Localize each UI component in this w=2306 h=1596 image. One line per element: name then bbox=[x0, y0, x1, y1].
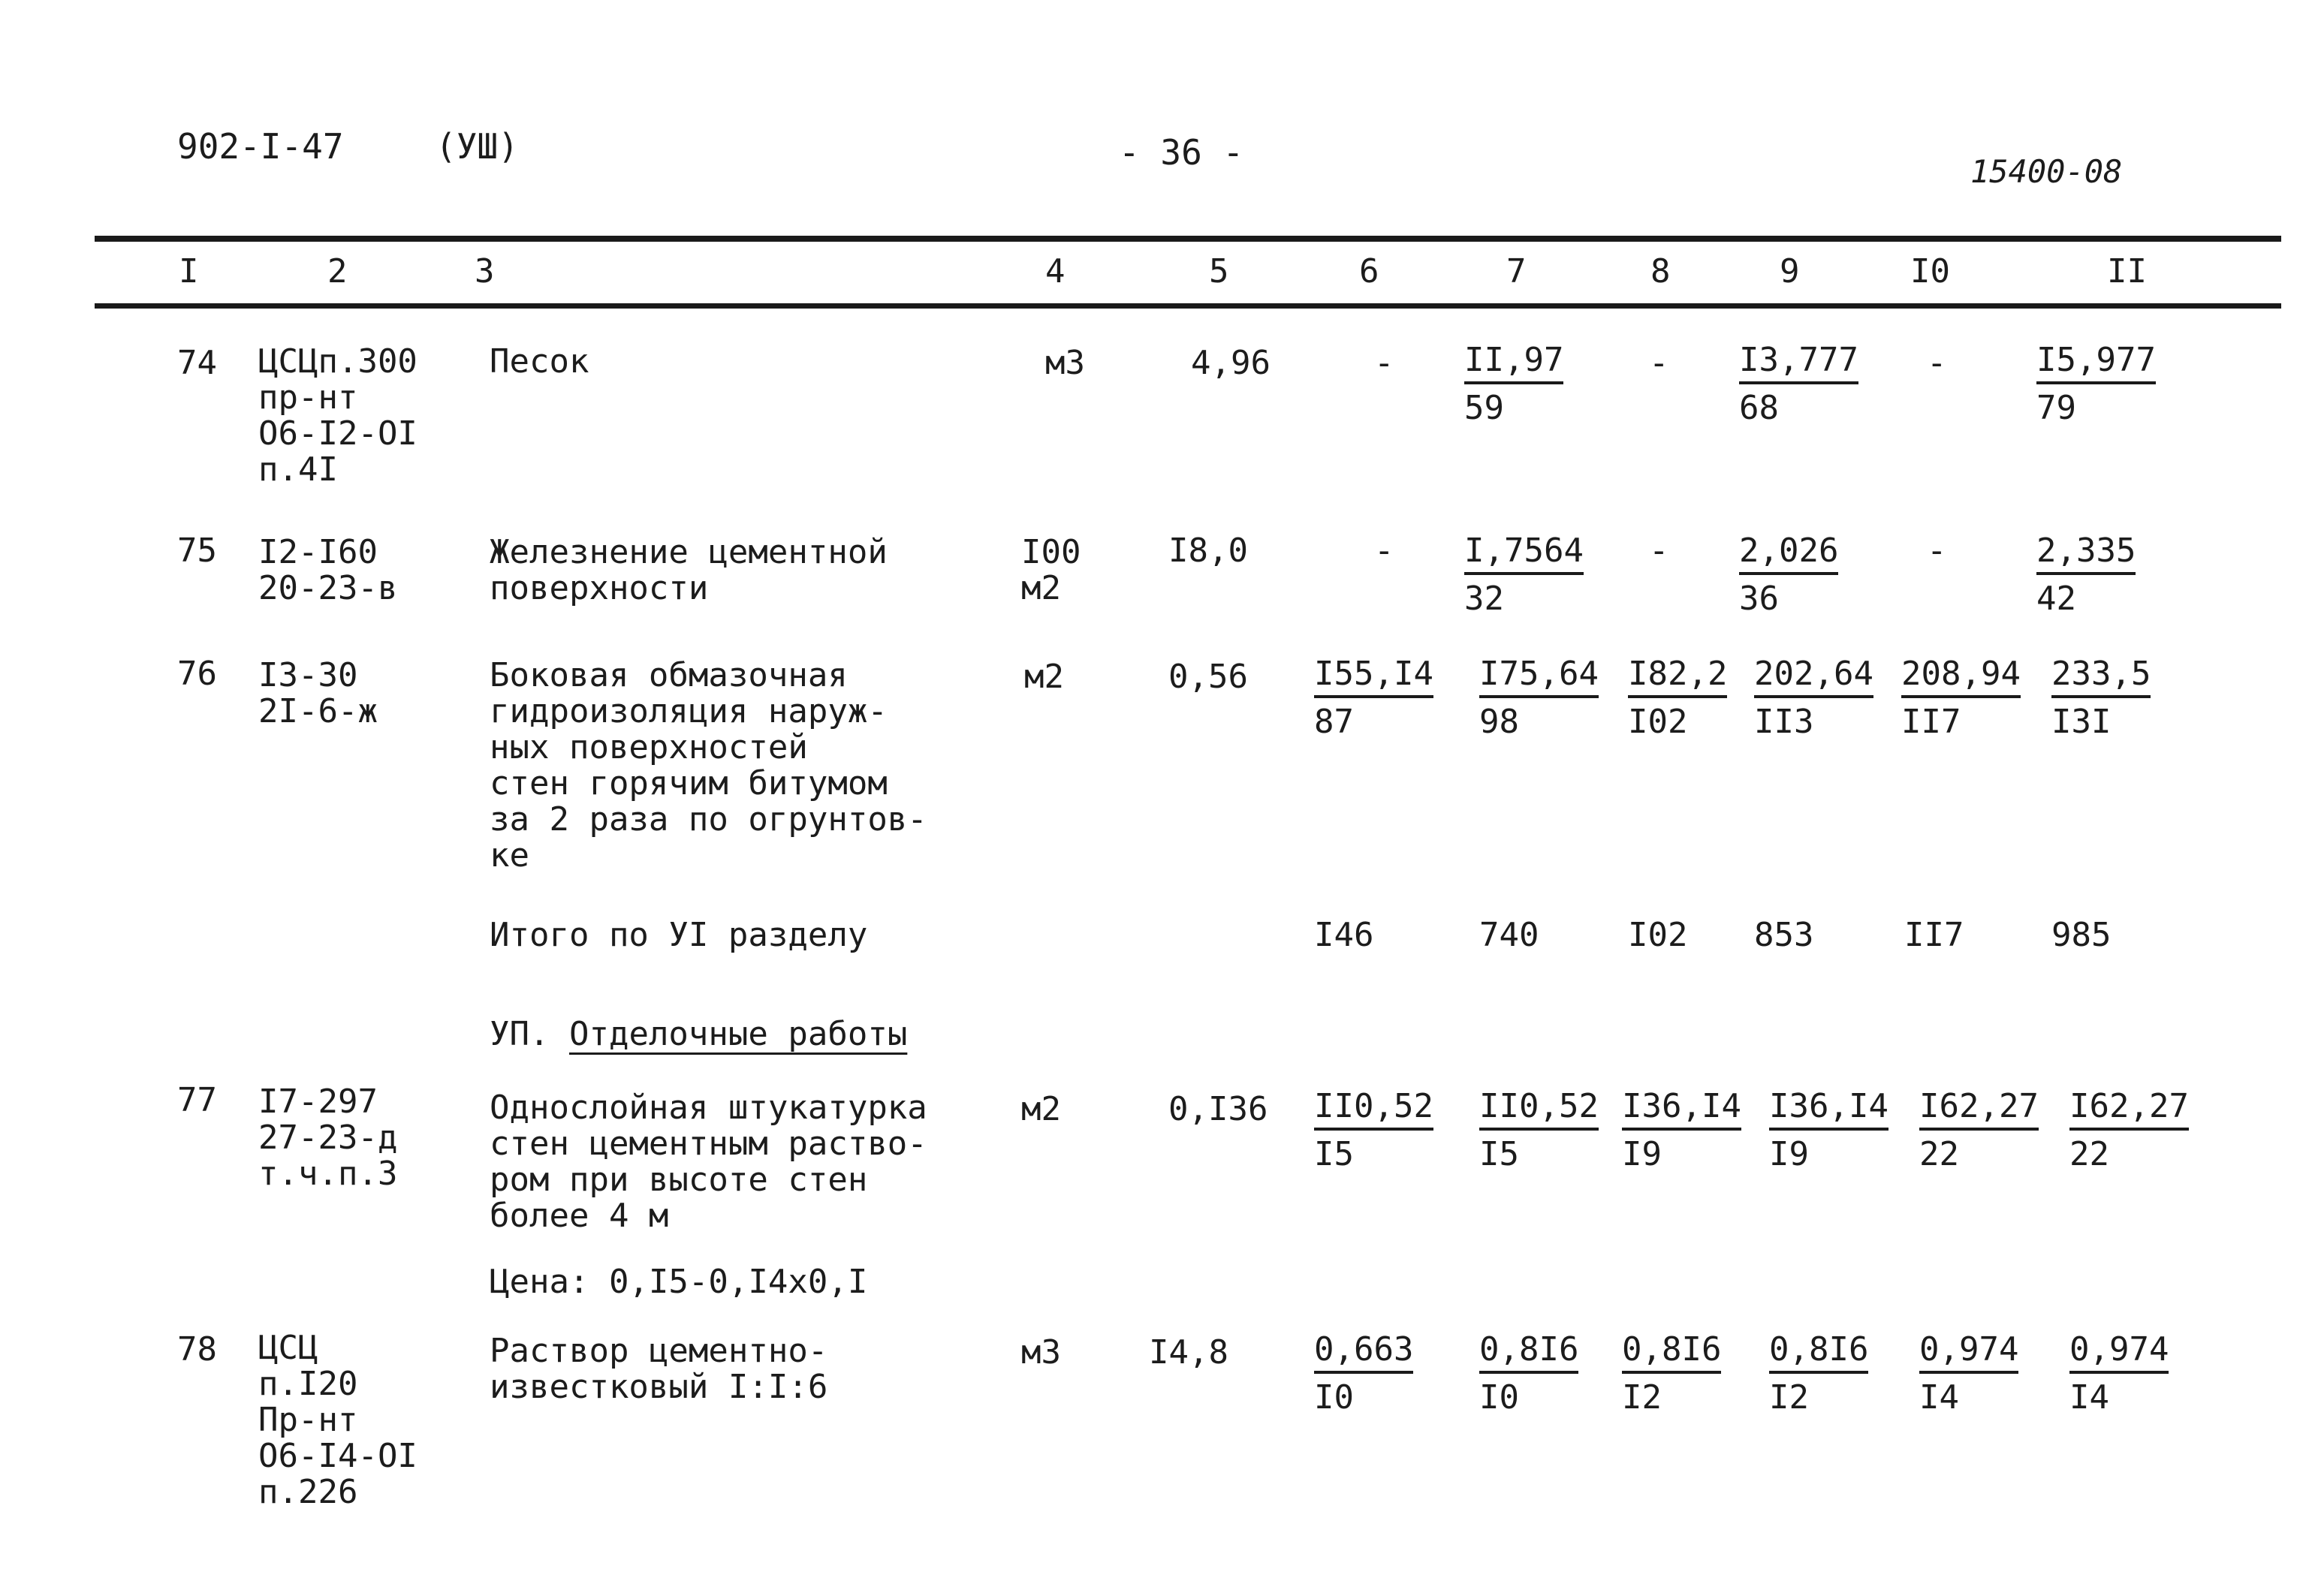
total-col10: II7 bbox=[1904, 916, 1964, 954]
cell-col7: $\frac{I75,64}{98}$ bbox=[1479, 655, 1599, 741]
row-unit: м3 bbox=[1045, 344, 1085, 382]
col-header-7: 7 bbox=[1506, 252, 1527, 291]
cell-col6: $\frac{I55,I4}{87}$ bbox=[1314, 655, 1433, 741]
cell-col7: $\frac{II0,52}{I5}$ bbox=[1479, 1087, 1599, 1173]
cell-col9: $\frac{I3,777}{68}$ bbox=[1739, 341, 1858, 427]
row-code: I2-I60 20-23-в bbox=[258, 533, 398, 607]
cell-col10: $\frac{0,974}{I4}$ bbox=[1919, 1330, 2019, 1417]
total-col6: I46 bbox=[1314, 916, 1374, 954]
section-heading bbox=[490, 1015, 908, 1053]
cell-col8: $\frac{I36,I4}{I9}$ bbox=[1622, 1087, 1741, 1173]
cell-col8: $\frac{I82,2}{I02}$ bbox=[1628, 655, 1728, 741]
cell-col10: - bbox=[1927, 531, 1947, 570]
cell-col6: - bbox=[1374, 344, 1394, 382]
cell-col8: $\frac{0,8I6}{I2}$ bbox=[1622, 1330, 1722, 1417]
total-col7: 740 bbox=[1479, 916, 1539, 954]
document-stamp: 15400-08 bbox=[1970, 153, 2123, 190]
row-description: Раствор цементно- известковый I:I:6 bbox=[490, 1332, 828, 1406]
table-header-rule bbox=[95, 303, 2281, 309]
row-quantity: I4,8 bbox=[1149, 1333, 1228, 1372]
col-header-5: 5 bbox=[1209, 252, 1229, 291]
row-description: Песок bbox=[490, 342, 589, 381]
page-number: - 36 - bbox=[1119, 132, 1244, 173]
table-top-rule bbox=[95, 236, 2281, 242]
cell-col9: $\frac{202,64}{II3}$ bbox=[1754, 655, 1873, 741]
cell-col11: $\frac{I5,977}{79}$ bbox=[2036, 341, 2156, 427]
total-col8: I02 bbox=[1628, 916, 1688, 954]
section-title: Отделочные работы bbox=[568, 1015, 908, 1053]
row-number: 77 bbox=[177, 1081, 217, 1119]
price-formula: Цена: 0,I5-0,I4х0,I bbox=[490, 1263, 868, 1301]
col-header-4: 4 bbox=[1045, 252, 1066, 291]
col-header-6: 6 bbox=[1359, 252, 1379, 291]
col-header-10: I0 bbox=[1910, 252, 1950, 291]
row-quantity: I8,0 bbox=[1168, 531, 1248, 570]
row-unit: м3 bbox=[1021, 1333, 1061, 1372]
col-header-2: 2 bbox=[327, 252, 348, 291]
cell-col10: - bbox=[1927, 344, 1947, 382]
row-code: ЦСЦп.300 пр-нт О6-I2-OI п.4I bbox=[258, 342, 417, 489]
cell-col9: $\frac{2,026}{36}$ bbox=[1739, 531, 1839, 618]
col-header-1: I bbox=[179, 252, 199, 291]
row-quantity: 0,I36 bbox=[1168, 1090, 1268, 1128]
row-description: Однослойная штукатурка стен цементным раство- ром при высоте стен более 4 м bbox=[490, 1089, 927, 1235]
cell-col11: $\frac{0,974}{I4}$ bbox=[2069, 1330, 2169, 1417]
total-col11: 985 bbox=[2051, 916, 2112, 954]
doc-code: 902-I-47 bbox=[177, 126, 344, 167]
col-header-11: II bbox=[2107, 252, 2147, 291]
section-number: УП. bbox=[490, 1015, 550, 1053]
row-unit: I00 м2 bbox=[1021, 533, 1081, 607]
row-number: 75 bbox=[177, 531, 217, 570]
total-label: Итого по УI разделу bbox=[490, 916, 868, 954]
total-col9: 853 bbox=[1754, 916, 1814, 954]
cell-col6: $\frac{II0,52}{I5}$ bbox=[1314, 1087, 1433, 1173]
row-number: 76 bbox=[177, 655, 217, 693]
col-header-3: 3 bbox=[475, 252, 495, 291]
cell-col8: - bbox=[1649, 344, 1669, 382]
row-quantity: 4,96 bbox=[1191, 344, 1271, 382]
cell-col6: $\frac{0,663}{I0}$ bbox=[1314, 1330, 1414, 1417]
cell-col7: $\frac{II,97}{59}$ bbox=[1464, 341, 1564, 427]
cell-col7: $\frac{I,7564}{32}$ bbox=[1464, 531, 1584, 618]
row-number: 78 bbox=[177, 1330, 217, 1369]
row-code: I7-297 27-23-д т.ч.п.3 bbox=[258, 1083, 398, 1193]
cell-col11: $\frac{233,5}{I3I}$ bbox=[2051, 655, 2151, 741]
section-code: (УШ) bbox=[436, 126, 519, 167]
col-header-8: 8 bbox=[1650, 252, 1671, 291]
row-quantity: 0,56 bbox=[1168, 658, 1248, 696]
row-code: I3-30 2I-6-ж bbox=[258, 656, 378, 730]
cell-col11: $\frac{I62,27}{22}$ bbox=[2069, 1087, 2189, 1173]
cell-col7: $\frac{0,8I6}{I0}$ bbox=[1479, 1330, 1579, 1417]
row-unit: м2 bbox=[1024, 658, 1064, 696]
row-description: Железнение цементной поверхности bbox=[490, 533, 888, 607]
row-code: ЦСЦ п.I20 Пр-нт О6-I4-OI п.226 bbox=[258, 1329, 417, 1511]
row-unit: м2 bbox=[1021, 1090, 1061, 1128]
row-description: Боковая обмазочная гидроизоляция наруж- ных поверхностей стен горячим битумом за 2 раза по огрунтов- ке bbox=[490, 656, 927, 875]
cell-col11: $\frac{2,335}{42}$ bbox=[2036, 531, 2136, 618]
cell-col8: - bbox=[1649, 531, 1669, 570]
cell-col6: - bbox=[1374, 531, 1394, 570]
cell-col10: $\frac{208,94}{II7}$ bbox=[1901, 655, 2021, 741]
col-header-9: 9 bbox=[1780, 252, 1800, 291]
cell-col10: $\frac{I62,27}{22}$ bbox=[1919, 1087, 2039, 1173]
cell-col9: $\frac{0,8I6}{I2}$ bbox=[1769, 1330, 1869, 1417]
row-number: 74 bbox=[177, 344, 217, 382]
cell-col9: $\frac{I36,I4}{I9}$ bbox=[1769, 1087, 1889, 1173]
